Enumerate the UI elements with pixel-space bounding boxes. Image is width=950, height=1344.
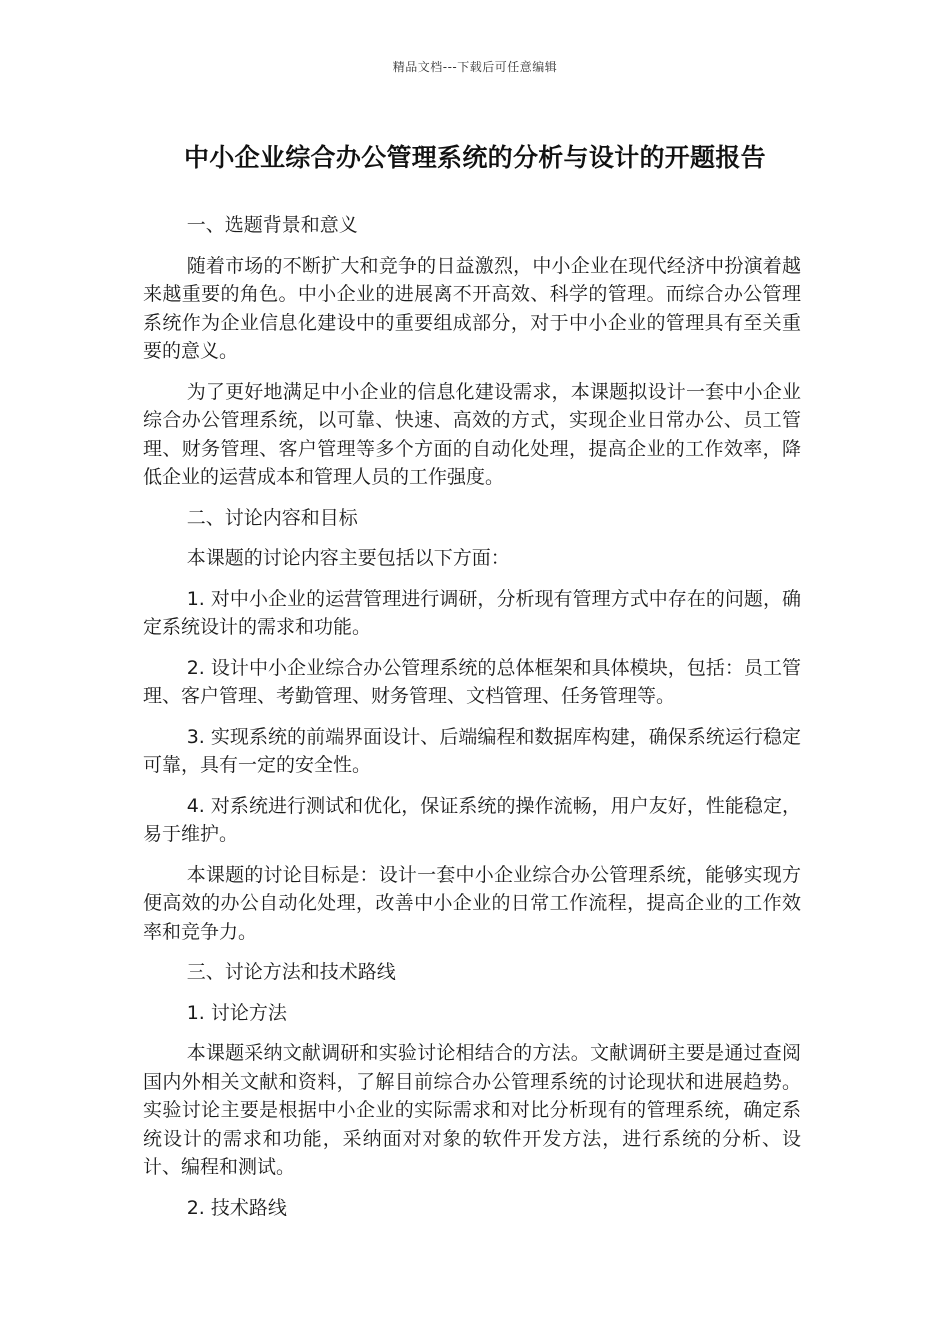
list-item-1: 1. 对中小企业的运营管理进行调研，分析现有管理方式中存在的问题，确定系统设计的需求和功能。 — [143, 587, 801, 638]
paragraph-method: 本课题采纳文献调研和实验讨论相结合的方法。文献调研主要是通过查阅国内外相关文献和资料，了解目前综合办公管理系统的讨论现状和进展趋势。实验讨论主要是根据中小企业的实际需求和对比分析现有的管理系统，确定系统设计的需求和功能，采纳面对对象的软件开发方法，进行系统的分析、设计、编程和测试。 — [143, 1042, 801, 1178]
paragraph-content-intro: 本课题的讨论内容主要包括以下方面： — [186, 547, 510, 569]
list-item-4: 4. 对系统进行测试和优化，保证系统的操作流畅，用户友好，性能稳定，易于维护。 — [143, 794, 801, 845]
paragraph-background-1: 随着市场的不断扩大和竞争的日益激烈，中小企业在现代经济中扮演着越来越重要的角色。中小企业的进展离不开高效、科学的管理。而综合办公管理系统作为企业信息化建设中的重要组成部分，对于中小企业的管理具有至关重要的意义。 — [143, 254, 801, 362]
section-heading-background: 一、选题背景和意义 — [186, 214, 358, 236]
header-note: 精品文档---下载后可任意编辑 — [392, 60, 558, 74]
paragraph-goal: 本课题的讨论目标是：设计一套中小企业综合办公管理系统，能够实现方便高效的办公自动化处理，改善中小企业的日常工作流程，提高企业的工作效率和竞争力。 — [143, 863, 801, 943]
paragraph-background-2: 为了更好地满足中小企业的信息化建设需求，本课题拟设计一套中小企业综合办公管理系统，以可靠、快速、高效的方式，实现企业日常办公、员工管理、财务管理、客户管理等多个方面的自动化处理，提高企业的工作效率，降低企业的运营成本和管理人员的工作强度。 — [143, 380, 801, 488]
subheading-tech-route: 2. 技术路线 — [186, 1196, 287, 1219]
list-item-2: 2. 设计中小企业综合办公管理系统的总体框架和具体模块，包括：员工管理、客户管理、考勤管理、财务管理、文档管理、任务管理等。 — [143, 656, 801, 707]
document-title: 中小企业综合办公管理系统的分析与设计的开题报告 — [184, 143, 766, 172]
list-item-3: 3. 实现系统的前端界面设计、后端编程和数据库构建，确保系统运行稳定可靠，具有一定的安全性。 — [143, 725, 801, 776]
subheading-method: 1. 讨论方法 — [186, 1001, 287, 1024]
document-body — [143, 211, 801, 1234]
section-heading-method-route: 三、讨论方法和技术路线 — [186, 961, 396, 983]
section-heading-content-goals: 二、讨论内容和目标 — [186, 506, 358, 529]
